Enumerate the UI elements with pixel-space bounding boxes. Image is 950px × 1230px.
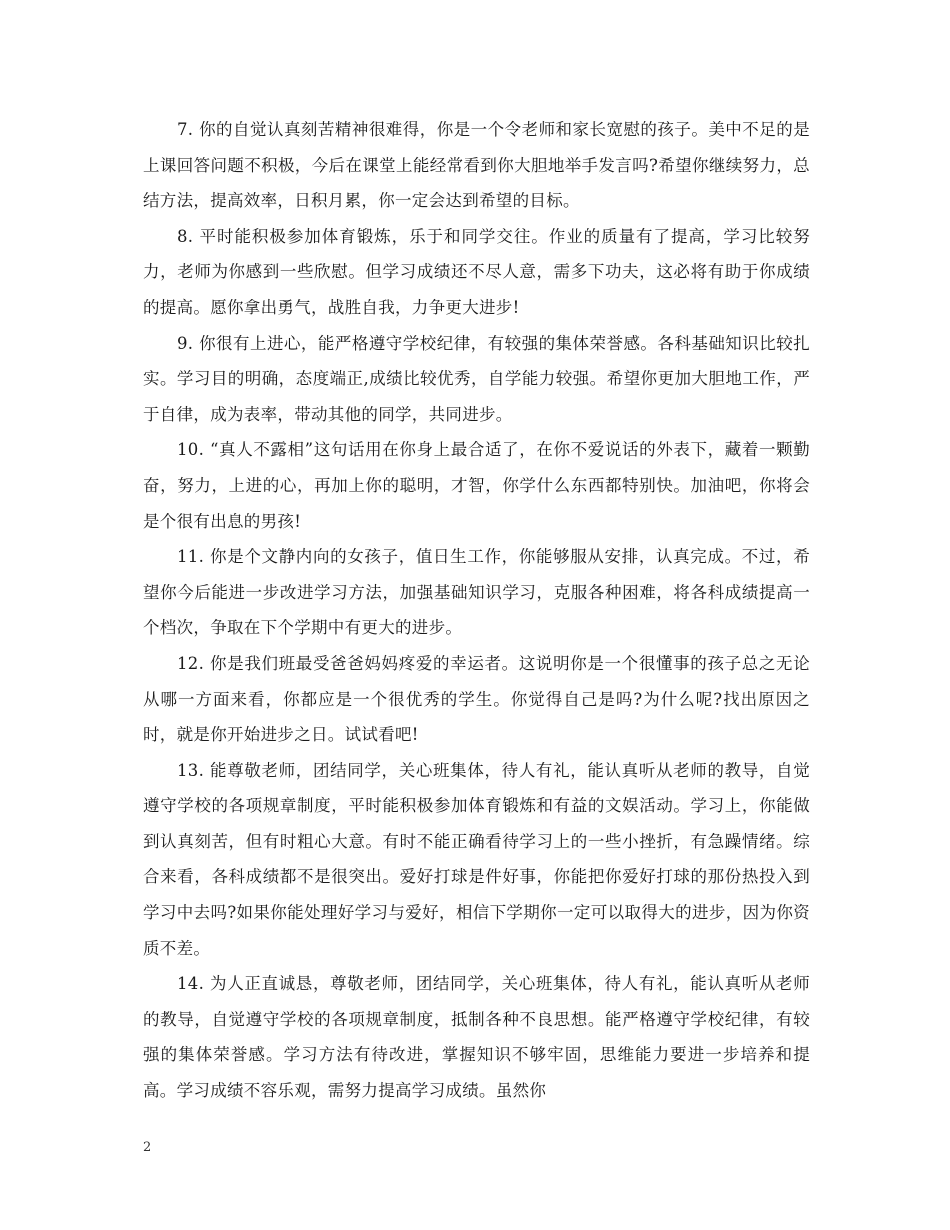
paragraph-7: 7. 你的自觉认真刻苦精神很难得，你是一个令老师和家长宽慰的孩子。美中不足的是上课回答问题不积极，今后在课堂上能经常看到你大胆地举手发言吗?希望你继续努力，总结方法，提高效率，日积月累，你一定会达到希望的目标。 <box>143 120 810 211</box>
body-text <box>143 112 810 1109</box>
paragraph-8: 8. 平时能积极参加体育锻炼，乐于和同学交往。作业的质量有了提高，学习比较努力，老师为你感到一些欣慰。但学习成绩还不尽人意，需多下功夫，这必将有助于你成绩的提高。愿你拿出勇气，战胜自我，力争更大进步! <box>143 226 810 317</box>
paragraph-11: 11. 你是个文静内向的女孩子，值日生工作，你能够服从安排，认真完成。不过，希望你今后能进一步改进学习方法，加强基础知识学习，克服各种困难，将各科成绩提高一个档次，争取在下个学期中有更大的进步。 <box>143 547 810 638</box>
paragraph-10: 10. “真人不露相”这句话用在你身上最合适了，在你不爱说话的外表下，藏着一颗勤奋，努力，上进的心，再加上你的聪明，才智，你学什么东西都特别快。加油吧，你将会是个很有出息的男孩! <box>143 440 810 531</box>
paragraph-12: 12. 你是我们班最受爸爸妈妈疼爱的幸运者。这说明你是一个很懂事的孩子总之无论从哪一方面来看，你都应是一个很优秀的学生。你觉得自己是吗?为什么呢?找出原因之时，就是你开始进步之日。试试看吧! <box>143 653 810 745</box>
paragraph-13: 13. 能尊敬老师，团结同学，关心班集体，待人有礼，能认真听从老师的教导，自觉遵守学校的各项规章制度，平时能积极参加体育锻炼和有益的文娱活动。学习上，你能做到认真刻苦，但有时粗心大意。有时不能正确看待学习上的一些小挫折，有急躁情绪。综合来看，各科成绩都不是很突出。爱好打球是件好事，你能把你爱好打球的那份热投入到学习中去吗?如果你能处理好学习与爱好，相信下学期你一定可以取得大的进步，因为你资质不差。 <box>143 760 810 958</box>
paragraph-14: 14. 为人正直诚恳，尊敬老师，团结同学，关心班集体，待人有礼，能认真听从老师的教导，自觉遵守学校的各项规章制度，抵制各种不良思想。能严格遵守学校纪律，有较强的集体荣誉感。学习方法有待改进，掌握知识不够牢固，思维能力要进一步培养和提高。学习成绩不容乐观，需努力提高学习成绩。虽然你 <box>143 974 810 1101</box>
paragraph-9: 9. 你很有上进心，能严格遵守学校纪律，有较强的集体荣誉感。各科基础知识比较扎实。学习目的明确，态度端正,成绩比较优秀，自学能力较强。希望你更加大胆地工作，严于自律，成为表率，带动其他的同学，共同进步。 <box>143 333 810 424</box>
page-number: 2 <box>143 1140 152 1155</box>
